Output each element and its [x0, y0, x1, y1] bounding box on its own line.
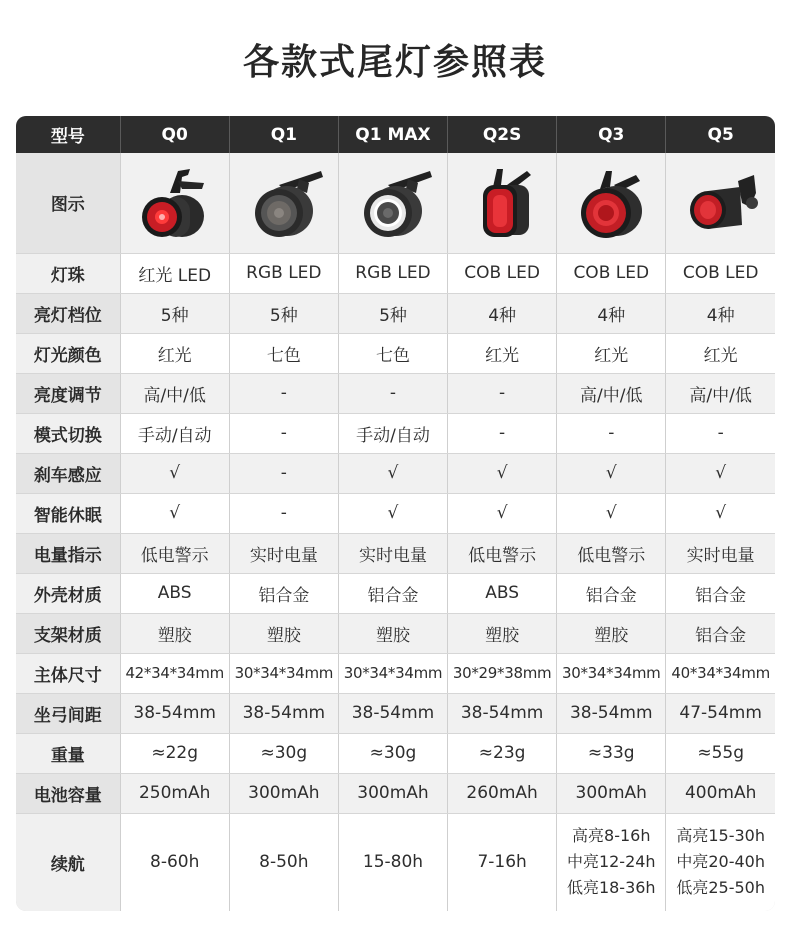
table-row [16, 773, 775, 813]
product-image-q3 [557, 153, 666, 253]
product-image-q0 [120, 153, 229, 253]
table-row [16, 293, 775, 333]
table-row [16, 653, 775, 693]
cell-q1: - [229, 413, 338, 453]
cell-q1-max: 铝合金 [338, 573, 447, 613]
cell-q0: 红光 LED [120, 253, 229, 293]
cell-q1-max: ≈30g [338, 733, 447, 773]
cell-q3: ≈33g [557, 733, 666, 773]
cell-q5: - [666, 413, 775, 453]
cell-q1-max: 15-80h [338, 813, 447, 911]
table-row [16, 253, 775, 293]
cell-q1: 30*34*34mm [229, 653, 338, 693]
cell-q1-max: - [338, 373, 447, 413]
runtime-line: 高亮15-30h [676, 826, 765, 846]
cell-q3: 4种 [557, 293, 666, 333]
table-row [16, 533, 775, 573]
cell-q5: 47-54mm [666, 693, 775, 733]
cell-q5: 实时电量 [666, 533, 775, 573]
cell-q2s: 红光 [448, 333, 557, 373]
table-row [16, 733, 775, 773]
table-row [16, 453, 775, 493]
cell-q1: - [229, 453, 338, 493]
image-row [16, 153, 775, 253]
row-label: 重量 [16, 733, 120, 773]
red-square-light-icon [457, 163, 547, 243]
cell-q1-max: 手动/自动 [338, 413, 447, 453]
row-label: 支架材质 [16, 613, 120, 653]
cell-q1: 5种 [229, 293, 338, 333]
row-label: 电池容量 [16, 773, 120, 813]
cell-q5: 红光 [666, 333, 775, 373]
cell-q2s: 4种 [448, 293, 557, 333]
cell-q1: - [229, 493, 338, 533]
table-row [16, 573, 775, 613]
cell-q1: RGB LED [229, 253, 338, 293]
cell-q5: 4种 [666, 293, 775, 333]
cell-q3: √ [557, 493, 666, 533]
cell-q1-max: 七色 [338, 333, 447, 373]
cell-q0: √ [120, 453, 229, 493]
cell-q1: 300mAh [229, 773, 338, 813]
row-label: 图示 [16, 153, 120, 253]
red-round-light-icon [130, 163, 220, 243]
cell-q0: ABS [120, 573, 229, 613]
cell-q0: 高/中/低 [120, 373, 229, 413]
row-label: 亮度调节 [16, 373, 120, 413]
model-q2s: Q2S [448, 116, 557, 153]
row-label: 亮灯档位 [16, 293, 120, 333]
cell-q3: √ [557, 453, 666, 493]
cell-q5: COB LED [666, 253, 775, 293]
cell-q5: 铝合金 [666, 613, 775, 653]
cell-q2s: 7-16h [448, 813, 557, 911]
cell-q2s: 30*29*38mm [448, 653, 557, 693]
cell-q2s: √ [448, 493, 557, 533]
runtime-line: 低亮25-50h [676, 878, 765, 898]
cell-q1: 塑胶 [229, 613, 338, 653]
product-image-q1-max [338, 153, 447, 253]
runtime-line: 低亮18-36h [566, 878, 656, 898]
table-row [16, 693, 775, 733]
cell-q0: 42*34*34mm [120, 653, 229, 693]
cell-q2s: ≈23g [448, 733, 557, 773]
cell-q3: 30*34*34mm [557, 653, 666, 693]
cell-q1-max: √ [338, 453, 447, 493]
cell-q0: 250mAh [120, 773, 229, 813]
table-row-runtime [16, 813, 775, 911]
cell-q1: 8-50h [229, 813, 338, 911]
cell-q1-max: RGB LED [338, 253, 447, 293]
cell-q5: 400mAh [666, 773, 775, 813]
cell-q1-max: √ [338, 493, 447, 533]
cell-q2s: √ [448, 453, 557, 493]
row-label: 灯珠 [16, 253, 120, 293]
row-label: 灯光颜色 [16, 333, 120, 373]
row-label: 智能休眠 [16, 493, 120, 533]
row-label: 外壳材质 [16, 573, 120, 613]
white-ring-light-icon [348, 163, 438, 243]
cell-q5 [666, 813, 775, 911]
row-label: 续航 [16, 813, 120, 911]
row-label: 主体尺寸 [16, 653, 120, 693]
cell-q0: 8-60h [120, 813, 229, 911]
model-q5: Q5 [666, 116, 775, 153]
model-q1: Q1 [229, 116, 338, 153]
cell-q1-max: 300mAh [338, 773, 447, 813]
cell-q0: 5种 [120, 293, 229, 333]
cell-q1: 38-54mm [229, 693, 338, 733]
model-q0: Q0 [120, 116, 229, 153]
cell-q5: √ [666, 493, 775, 533]
product-image-q1 [229, 153, 338, 253]
row-label: 坐弓间距 [16, 693, 120, 733]
cell-q0: 手动/自动 [120, 413, 229, 453]
model-q1-max: Q1 MAX [338, 116, 447, 153]
cell-q5: ≈55g [666, 733, 775, 773]
cell-q5: 高/中/低 [666, 373, 775, 413]
cell-q1: 铝合金 [229, 573, 338, 613]
cell-q1-max: 30*34*34mm [338, 653, 447, 693]
cell-q3: 高/中/低 [557, 373, 666, 413]
row-label: 模式切换 [16, 413, 120, 453]
cell-q3: 红光 [557, 333, 666, 373]
cell-q1: - [229, 373, 338, 413]
cell-q2s: 38-54mm [448, 693, 557, 733]
table-row [16, 373, 775, 413]
cell-q0: 38-54mm [120, 693, 229, 733]
cell-q1-max: 38-54mm [338, 693, 447, 733]
table-row [16, 493, 775, 533]
cell-q2s: COB LED [448, 253, 557, 293]
runtime-line: 中亮12-24h [566, 852, 656, 872]
product-image-q5 [666, 153, 775, 253]
cell-q2s: 低电警示 [448, 533, 557, 573]
cell-q3: 铝合金 [557, 573, 666, 613]
cell-q2s: 260mAh [448, 773, 557, 813]
runtime-line: 中亮20-40h [676, 852, 765, 872]
cell-q0: ≈22g [120, 733, 229, 773]
cell-q1: 实时电量 [229, 533, 338, 573]
table-row [16, 613, 775, 653]
cell-q0: 红光 [120, 333, 229, 373]
cell-q5: 铝合金 [666, 573, 775, 613]
cell-q1-max: 塑胶 [338, 613, 447, 653]
grey-round-light-icon [239, 163, 329, 243]
cell-q0: 塑胶 [120, 613, 229, 653]
header-label: 型号 [16, 116, 120, 153]
header-row [16, 116, 775, 153]
cell-q5: 40*34*34mm [666, 653, 775, 693]
model-q3: Q3 [557, 116, 666, 153]
cell-q1-max: 实时电量 [338, 533, 447, 573]
cell-q3: 38-54mm [557, 693, 666, 733]
comparison-table [16, 116, 775, 911]
cell-q1: ≈30g [229, 733, 338, 773]
product-image-q2s [448, 153, 557, 253]
cell-q3: COB LED [557, 253, 666, 293]
cell-q3: 低电警示 [557, 533, 666, 573]
cell-q1-max: 5种 [338, 293, 447, 333]
cell-q5: √ [666, 453, 775, 493]
cell-q2s: - [448, 413, 557, 453]
red-round-light-icon [566, 163, 656, 243]
cell-q2s: ABS [448, 573, 557, 613]
table-row [16, 413, 775, 453]
cell-q3: 塑胶 [557, 613, 666, 653]
cell-q0: 低电警示 [120, 533, 229, 573]
cell-q3: 300mAh [557, 773, 666, 813]
cell-q3: - [557, 413, 666, 453]
cell-q3 [557, 813, 666, 911]
cell-q0: √ [120, 493, 229, 533]
row-label: 刹车感应 [16, 453, 120, 493]
cell-q1: 七色 [229, 333, 338, 373]
cell-q2s: - [448, 373, 557, 413]
runtime-line: 高亮8-16h [572, 826, 651, 846]
cell-q2s: 塑胶 [448, 613, 557, 653]
red-bullet-light-icon [676, 163, 766, 243]
page-title: 各款式尾灯参照表 [242, 42, 547, 83]
row-label: 电量指示 [16, 533, 120, 573]
table-row [16, 333, 775, 373]
